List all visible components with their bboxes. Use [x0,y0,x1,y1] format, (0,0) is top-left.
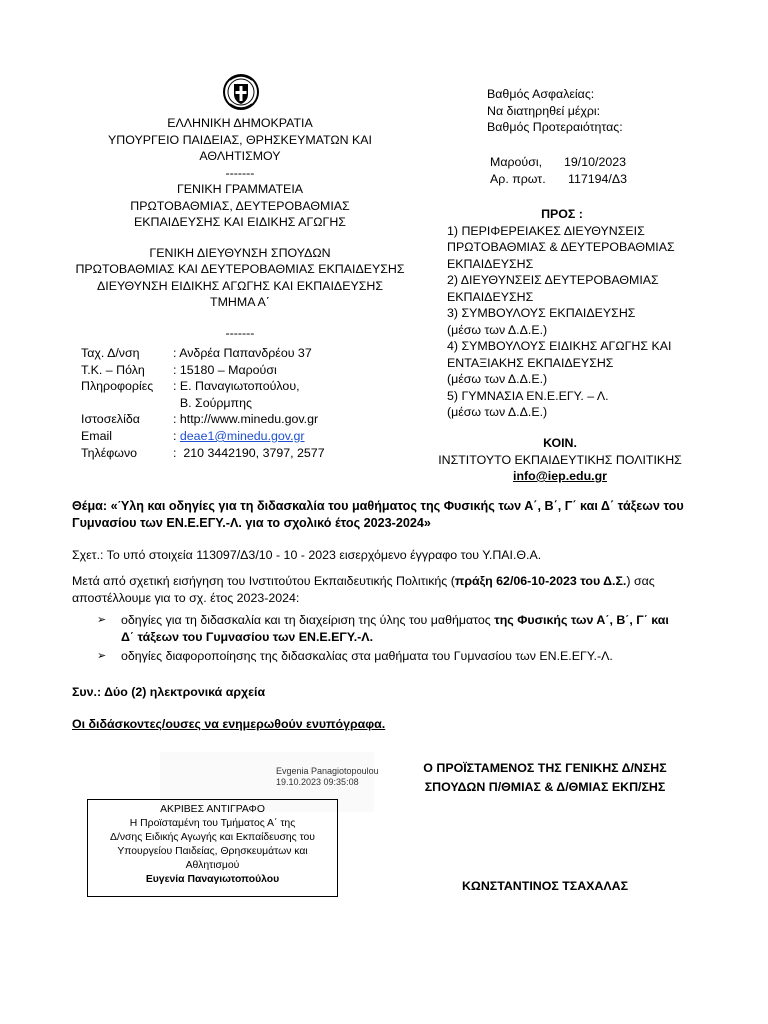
director-line: ΣΠΟΥΔΩΝ Π/ΘΜΙΑΣ & Δ/ΘΜΙΑΣ ΕΚΠ/ΣΗΣ [424,780,666,794]
header-divider: ------- [225,325,255,340]
bullet-text: οδηγίες διαφοροποίησης της διδασκαλίας στα μαθήματα του Γυμνασίου των ΕΝ.Ε.ΕΓΥ.-Λ. [121,649,613,663]
contact-row [81,362,325,379]
contact-value: : Ε. Παναγιωτοπούλου, [173,379,300,394]
contact-label [81,395,173,412]
contact-row [81,445,325,462]
header-line: ΤΜΗΜΑ Α΄ [210,295,270,309]
header-divider: ------- [225,165,255,180]
header-line: ΥΠΟΥΡΓΕΙΟ ΠΑΙΔΕΙΑΣ, ΘΡΗΣΚΕΥΜΑΤΩΝ ΚΑΙ [108,132,372,147]
header-line: ΑΘΛΗΤΙΣΜΟΥ [199,149,281,163]
header-line: ΠΡΩΤΟΒΑΘΜΙΑΣ ΚΑΙ ΔΕΥΤΕΡΟΒΑΘΜΙΑΣ ΕΚΠΑΙΔΕΥΣΗΣ [75,262,405,276]
signature-timestamp: 19.10.2023 09:35:08 [276,777,359,787]
recipient-line: ΕΚΠΑΙΔΕΥΣΗΣ [447,289,534,304]
recipient-line: 5) ΓΥΜΝΑΣΙΑ ΕΝ.Ε.ΕΓΥ. – Λ. [447,388,609,403]
certified-copy-box [87,799,338,897]
priority-level: Βαθμός Προτεραιότητας: [487,120,623,134]
recipient-line: 2) ΔΙΕΥΘΥΝΣΕΙΣ ΔΕΥΤΕΡΟΒΑΘΜΙΑΣ [447,273,659,287]
certified-copy-line: Αθλητισμού [185,860,240,871]
intro-text: Μετά από σχετική εισήγηση του Ινστιτούτου Εκπαιδευτικής Πολιτικής ( [72,574,455,588]
email-cell [173,428,325,445]
intro-text: ) σας [626,574,655,588]
header-line: ΓΕΝΙΚΗ ΔΙΕΥΘΥΝΣΗ ΣΠΟΥΔΩΝ [149,245,331,260]
protocol-number: 117194/Δ3 [568,171,628,186]
contact-row [81,345,325,362]
signer-name: Evgenia Panagiotopoulou [276,766,379,776]
place-label: Μαρούσι, [490,155,543,169]
recipient-line: 1) ΠΕΡΙΦΕΡΕΙΑΚΕΣ ΔΙΕΥΘΥΝΣΕΙΣ [447,223,645,238]
director-name: ΚΩΝΣΤΑΝΤΙΝΟΣ ΤΣΑΧΑΛΑΣ [461,879,629,893]
notify-line: Οι διδάσκοντες/ουσες να ενημερωθούν ενυπόγραφα. [72,717,386,731]
header-line: ΕΛΛΗΝΙΚΗ ΔΗΜΟΚΡΑΤΙΑ [167,116,313,130]
subject-line: Θέμα: «Ύλη και οδηγίες για τη διδασκαλία του μαθήματος της Φυσικής των Α΄, Β΄, Γ΄ και Δ΄ τάξεων του [72,499,684,513]
issuing-authority-header [60,115,420,341]
recipient-line: ΕΝΤΑΞΙΑΚΗΣ ΕΚΠΑΙΔΕΥΣΗΣ [447,355,614,370]
header-line: ΔΙΕΥΘΥΝΣΗ ΕΙΔΙΚΗΣ ΑΓΩΓΗΣ ΚΑΙ ΕΚΠΑΙΔΕΥΣΗΣ [96,278,383,293]
recipient-line: (μέσω των Δ.Δ.Ε.) [447,405,548,419]
reference-line: Σχετ.: Το υπό στοιχεία 113097/Δ3/10 - 10 - 2023 εισερχόμενο έγγραφο του Υ.ΠΑΙ.Θ.Α. [72,548,542,562]
contact-details [81,345,325,461]
document-date: 19/10/2023 [564,155,627,169]
retention: Να διατηρηθεί μέχρι: [487,103,601,118]
recipient-line: 3) ΣΥΜΒΟΥΛΟΥΣ ΕΚΠΑΙΔΕΥΣΗΣ [447,306,636,320]
intro-paragraph [72,573,742,607]
contact-label: Πληροφορίες [81,379,154,394]
contact-label: Email [81,428,112,443]
certified-copy-line: Η Προϊσταμένη του Τμήματος Α΄ της [129,818,296,829]
arrow-bullet-icon: ➢ [97,614,107,626]
recipients-block [447,206,707,421]
contact-label: Τ.Κ. – Πόλη [81,362,145,377]
header-spacer [60,231,420,245]
recipient-line: 4) ΣΥΜΒΟΥΛΟΥΣ ΕΙΔΙΚΗΣ ΑΓΩΓΗΣ ΚΑΙ [447,339,672,353]
subject-line: Γυμνασίου των ΕΝ.Ε.ΕΓΥ.-Λ. για το σχολικό έτος 2023-2024» [72,516,431,530]
digital-signature [276,766,379,788]
attachments-line: Συν.: Δύο (2) ηλεκτρονικά αρχεία [72,685,266,699]
certified-copy-line: Δ/νσης Ειδικής Αγωγής και Εκπαίδευσης του [110,832,315,843]
contact-row [81,411,325,428]
intro-text: αποστέλλουμε για το σχ. έτος 2023-2024: [72,591,300,605]
certified-copy-name: Ευγενία Παναγιωτοπούλου [145,874,280,885]
subject-block [72,498,732,532]
intro-act: πράξη 62/06-10-2023 του Δ.Σ. [454,574,627,588]
contact-row [81,378,325,395]
certified-copy-line: Υπουργείου Παιδείας, Θρησκευμάτων και [117,846,308,857]
certified-copy-title: ΑΚΡΙΒΕΣ ΑΝΤΙΓΡΑΦΟ [160,804,265,815]
contact-value: : 15180 – Μαρούσι [173,362,277,377]
protocol-label: Αρ. πρωτ. [490,171,546,186]
email-prefix: : [173,428,180,443]
koin-org: ΙΝΣΤΙΤΟΥΤΟ ΕΚΠΑΙΔΕΥΤΙΚΗΣ ΠΟΛΙΤΙΚΗΣ [438,452,682,467]
bullet-bold-text: Δ΄ τάξεων του Γυμνασίου των ΕΝ.Ε.ΕΓΥ.-Λ. [121,630,374,644]
recipient-line: ΠΡΩΤΟΒΑΘΜΙΑΣ & ΔΕΥΤΕΡΟΒΑΘΜΙΑΣ [447,240,675,254]
contact-label: Ιστοσελίδα [81,412,140,427]
phone-value: : 210 3442190, 3797, 2577 [173,445,325,460]
contact-value: Β. Σούρμπης [173,395,252,410]
header-line: ΕΚΠΑΙΔΕΥΣΗΣ ΚΑΙ ΕΙΔΙΚΗΣ ΑΓΩΓΗΣ [134,215,346,229]
header-spacer [60,311,420,325]
contact-label: Ταχ. Δ/νση [81,346,140,360]
arrow-bullet-icon: ➢ [97,650,107,662]
bullet-bold-text: της Φυσικής των Α΄, Β΄, Γ΄ και [494,613,669,627]
koin-title: ΚΟΙΝ. [543,436,577,450]
website-value: : http://www.minedu.gov.gr [173,412,319,427]
email-link[interactable]: deae1@minedu.gov.gr [179,428,305,443]
security-block [487,86,623,136]
recipient-line: (μέσω των Δ.Δ.Ε.) [447,372,548,386]
director-title [400,759,690,797]
contact-value: : Ανδρέα Παπανδρέου 37 [173,346,312,360]
recipient-line: (μέσω των Δ.Δ.Ε.) [447,322,548,337]
header-line: ΠΡΩΤΟΒΑΘΜΙΑΣ, ΔΕΥΤΕΡΟΒΑΘΜΙΑΣ [130,198,350,213]
security-level: Βαθμός Ασφαλείας: [487,87,595,101]
director-line: Ο ΠΡΟΪΣΤΑΜΕΝΟΣ ΤΗΣ ΓΕΝΙΚΗΣ Δ/ΝΣΗΣ [423,761,667,775]
recipient-line: ΕΚΠΑΙΔΕΥΣΗΣ [447,256,534,271]
contact-row [81,428,325,445]
bullet-text: οδηγίες για τη διδασκαλία και τη διαχείριση της ύλης του μαθήματος [121,613,495,627]
date-protocol-block [490,154,627,187]
greek-emblem-icon [222,70,260,114]
koin-email-link[interactable]: info@iep.edu.gr [513,469,607,483]
recipients-title: ΠΡΟΣ : [541,207,583,221]
header-line: ΓΕΝΙΚΗ ΓΡΑΜΜΑΤΕΙΑ [176,182,304,196]
contact-row [81,395,325,412]
koin-block [430,435,690,485]
contact-label: Τηλέφωνο [81,445,138,460]
